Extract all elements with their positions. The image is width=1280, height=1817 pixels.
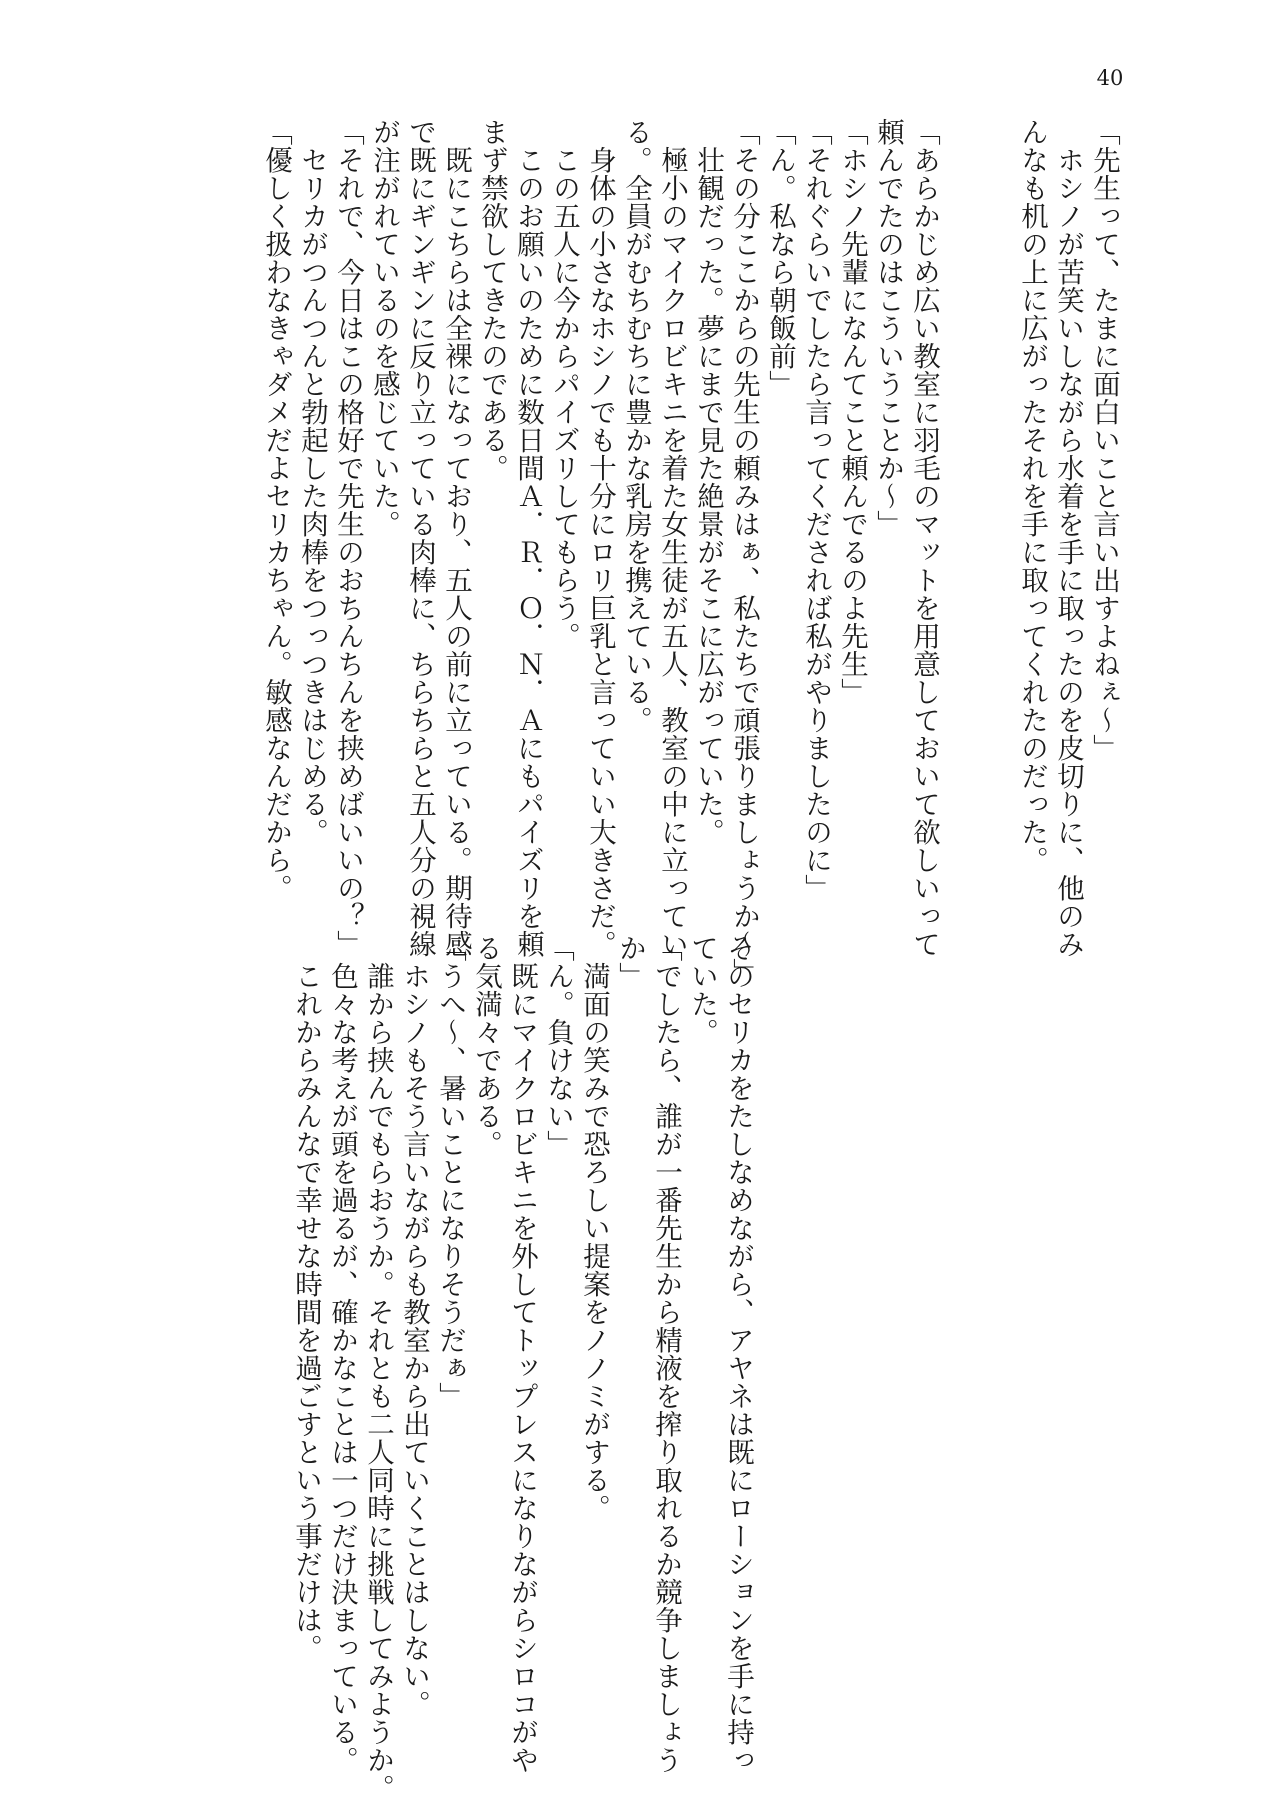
text-line: 既にマイクロビキニを外してトップレスになりながらシロコがや (506, 934, 538, 1774)
text-line: まず禁欲してきたのである。 (476, 118, 508, 482)
text-line: る気満々である。 (470, 934, 502, 1158)
text-line: 「優しく扱わなきゃダメだよセリカちゃん。敏感なんだから。 (260, 118, 292, 902)
text-line: この五人に今からパイズリしてもらう。 (548, 118, 580, 650)
text-line: セリカがつんつんと勃起した肉棒をつっつきはじめる。 (296, 118, 328, 846)
page-number: 40 (1096, 66, 1124, 90)
text-line: ていた。 (686, 934, 718, 1046)
text-line: 身体の小さなホシノでも十分にロリ巨乳と言っていい大きさだ。 (584, 118, 616, 958)
text-line: 頼んでたのはこういうことか～」 (872, 118, 904, 538)
text-line: 誰から挟んでもらおうか。それとも二人同時に挑戦してみようか。 (362, 934, 394, 1802)
text-line: 「それで、今日はこの格好で先生のおちんちんを挟めばいいの？」 (332, 118, 364, 958)
text-line: 極小のマイクロビキニを着た女生徒が五人、教室の中に立ってい (656, 118, 688, 958)
text-line: で既にギンギンに反り立っている肉棒に、ちらちらと五人分の視線 (404, 118, 436, 958)
text-block-top (142, 118, 1122, 986)
text-line (942, 118, 978, 888)
text-line: 壮観だった。夢にまで見た絶景がそこに広がっていた。 (692, 118, 724, 846)
text-line: 満面の笑みで恐ろしい提案をノノミがする。 (578, 934, 610, 1522)
text-line: 「ホシノ先輩になんてこと頼んでるのよ先生」 (836, 118, 868, 706)
text-line (978, 118, 1014, 888)
text-line: 「でしたら、誰が一番先生から精液を搾り取れるか競争しましょう (650, 934, 682, 1774)
text-line: 「それぐらいでしたら言ってくだされば私がやりましたのに」 (800, 118, 832, 902)
text-line: が注がれているのを感じていた。 (368, 118, 400, 538)
text-line: 既にこちらは全裸になっており、五人の前に立っている。期待感 (440, 118, 472, 958)
text-line: これからみんなで幸せな時間を過ごすという事だけは。 (290, 934, 322, 1662)
text-line: 「あらかじめ広い教室に羽毛のマットを用意しておいて欲しいって (908, 118, 940, 958)
text-line: る。全員がむちむちに豊かな乳房を携えている。 (620, 118, 652, 734)
text-line: 「うへ～、暑いことになりそうだぁ」 (434, 934, 466, 1410)
text-line: 「ん。負けない」 (542, 934, 574, 1158)
text-line: 色々な考えが頭を過るが、確かなことは一つだけ決まっている。 (326, 934, 358, 1774)
text-line: そのセリカをたしなめながら、アヤネは既にローションを手に持っ (722, 934, 754, 1774)
text-line: ホシノが苦笑いしながら水着を手に取ったのを皮切りに、他のみ (1052, 118, 1084, 958)
text-line: 「ん。私なら朝飯前」 (764, 118, 796, 398)
text-line: か」 (614, 934, 646, 990)
text-block-bottom (176, 934, 756, 1802)
text-line: 「その分ここからの先生の頼みはぁ、私たちで頑張りましょうか～」 (728, 118, 760, 986)
text-line: ホシノもそう言いながらも教室から出ていくことはしない。 (398, 934, 430, 1718)
text-line: 「先生って、たまに面白いこと言い出すよねぇ～」 (1088, 118, 1120, 762)
text-line: んなも机の上に広がったそれを手に取ってくれたのだった。 (1016, 118, 1048, 874)
text-line: このお願いのために数日間Ａ．Ｒ．Ｏ．Ｎ．Ａにもパイズリを頼 (512, 118, 544, 958)
